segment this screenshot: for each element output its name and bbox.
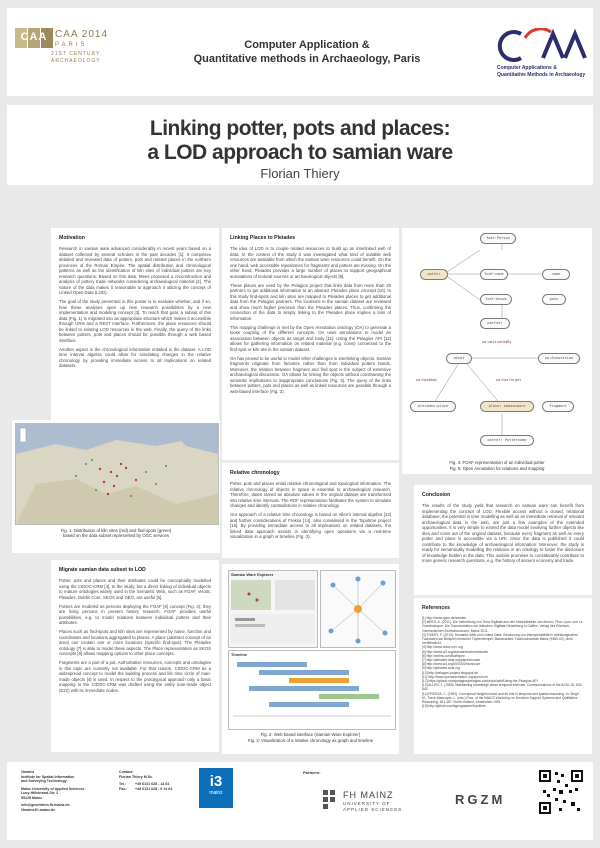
chrono-heading: Relative chronology (230, 470, 280, 476)
linking-p4: OA has proved to be useful to model other challenges in interlinking objects. Samian fragments originate from factories rather than from individual potters hands. Moreover, the relation between fragment and find spot is the subject of extensive archaeological discussion. OA allows for linking the objects without constraining the semantic implications to inappropriate conclusions (Fig. 5). The query of the links between potters, pots and places as well as linked resources are possible through a web-based interface (Fig. 2). (230, 355, 391, 394)
i3-logo-sub: mainz (209, 790, 223, 796)
qr-code[interactable] (539, 770, 583, 814)
fig1-panel (12, 420, 220, 553)
migrate-heading: Migrate samian data subset to LOD (59, 567, 146, 573)
references-heading: References (422, 605, 450, 611)
chrono-body (230, 481, 391, 540)
timeline-screenshot (228, 650, 396, 730)
reference-item: [8] http://www.w3.org/2004/02/skos/core (422, 662, 481, 667)
author-name: Florian Thiery (260, 166, 340, 181)
caa-logo-arcs-icon (491, 28, 587, 64)
fax-label: Fax.: (119, 786, 128, 791)
node-annot: annot (446, 353, 472, 364)
conclusion-panel (414, 485, 592, 595)
motivation-heading: Motivation (59, 235, 85, 241)
rgzm-logo: RGZM (455, 792, 506, 807)
linking-panel (222, 228, 399, 460)
fh-mainz-logo (323, 790, 433, 820)
migrate-p2: Potters are modeled as persons deploying the FOAF [6] concept (Fig. 4); they are living persons in present history research. FOAF provides useful possibilities, e.g. to model relations between individual potters and their attributes. (59, 603, 211, 625)
migrate-body (59, 578, 211, 693)
fig1-caption2: based on the data subset represented by OGC services (62, 533, 170, 539)
reference-item: [11] http://www.openannotation.org/spec/core (422, 674, 488, 679)
reference-item: [12] https://github.com/pelagios/pelagios-cookbook/wiki/Using-the-Pelagios-API (422, 679, 538, 684)
node-name: name (542, 269, 570, 280)
reference-item: [13] ALLEN, J. (1983): Maintaining knowledge about temporal intervals. Communications of the ACM, 26, 832-843. (422, 683, 583, 692)
reference-item: [1] http://www.rgzm.de/samian (422, 616, 467, 620)
header-panel (7, 8, 593, 96)
reference-item: [3] THIERY, F. (2013): Semantic Web und Linked Data: Gewinnung von Interoperabilität in archäologischen Fachdaten am Beispiel römischer Töpferstempel. Masterarbeit, Fachhochschule Mainz (KMD-02), nicht veröffentlicht. (422, 632, 578, 646)
conference-name (187, 38, 427, 66)
references-list (422, 616, 584, 708)
footer-line: and Surveying Technology (21, 779, 67, 783)
node-place-samian: place: samianware (480, 401, 534, 412)
qr-code-icon (539, 770, 583, 814)
linking-p1: The idea of LOD is to couple related resources to build up an interlinked web of data. In the context of the study it was investigated what kind of suitable web resources are available from which the samian ware resources could benefit. On the one hand, web accessible repositories for fragments and potters are missing. On the other hand, Pleiades provides a large number of places to support geographical annotations of textural sources or archaeological objects [9]. (230, 246, 391, 279)
linking-body (230, 246, 391, 394)
motivation-p2: The goal of the study presented in this poster is to evaluate whether, and if so, how these analyses open up new research possibilities by a new implementation and modeling concept [3]. To reach that goal, a subset of this data (Fig. 1) is migrated into an appropriate structure which makes it accessible through URIs and a REST interface. Furthermore, the place resources should be linked to existing LOD resources in the web. Finally, the query of the links between potters, pots and places should be possible through a web based interface. (59, 299, 211, 343)
footer-address (21, 770, 121, 812)
fig4-caption: Fig. 4: FOAF representation of an individual potter (449, 460, 545, 465)
reference-item: [15] http://github.com/kgeographer/topotime (422, 704, 486, 709)
reference-item: [4] http://www.cidoc-crm.org (422, 645, 463, 650)
contact-label: Contact: (119, 770, 134, 774)
migrate-p3: Places such as find-spots and kiln sites are represented by name, function and coordinates and locations aggregated to places. A place (abstract concept of an area) can contain one or more locations (specific find-spot). The Pleiades ontology [7] is able to model these aspects. The Place representation as SKOS concepts [8] allows mapping options to other place concepts. (59, 629, 211, 656)
distribution-map (15, 423, 219, 525)
conference-line2: Quantitative methods in Archaeology, Paris (193, 53, 421, 65)
logo-city: PARIS (55, 42, 88, 48)
fig23-panel (222, 564, 399, 754)
tel-value: +49 6131 628 - 14 64 (135, 782, 170, 786)
footer-website[interactable]: i3mainz.fh-mainz.de (21, 807, 56, 812)
samian-explorer-screenshot (228, 570, 318, 648)
caa-sub2: Quantitative Methods in Archaeology (497, 72, 586, 78)
fig2-caption: Fig. 2: Web based interface (Samian Ware Explorer) (260, 732, 361, 737)
migrate-panel (51, 560, 219, 752)
conclusion-heading: Conclusion (422, 492, 451, 498)
node-place-pleiades: pleiades:place (410, 401, 456, 412)
footer-panel (7, 762, 593, 840)
map-canvas (16, 424, 218, 524)
fh-line1: FH MAINZ (343, 790, 394, 800)
timeline-title: Timeline (231, 652, 248, 657)
chrono-p1: Potter, pots and places entail relative chronological and topological information. The relative chronology of objects in space is essential to archaeological research. Therefore, dates stored as absolute values in the original dataset are transformed into relative time intervals. The RDF representation facilitates the system to simulate changes and identify contradictions in relative chronology. (230, 481, 391, 508)
fh-line3: APPLIED SCIENCES (343, 807, 403, 812)
node-foaf-person: foaf:Person (480, 233, 516, 244)
motivation-panel (51, 228, 219, 420)
relation-graph-icon (321, 571, 395, 647)
reference-item: [6] http://xmlns.com/foaf/spec (422, 653, 465, 658)
fig45-panel (402, 228, 592, 474)
node-fragment: fragment (542, 401, 574, 412)
chrono-panel (222, 463, 399, 558)
fig5-caption: Fig. 5: Open Annotation for relations and mapping (449, 466, 545, 471)
poster-title-line2: a LOD approach to samian ware (147, 141, 453, 164)
motivation-p1: Research in samian ware advanced considerably in recent years based on a dataset collected by several scholars in the past decades [1]. It comprises detailed and reviewed data of potters, pots and related places in the northern provinces of the Roman Empire. The spatial distribution and chronological patterns as well as the identification of kiln sites of individual potters are key research questions. Based on this data, Mees proposed a reconstruction and analysis of pottery trade networks considering archaeological material [2]. The nature of the data makes it reasonable to approach it utilizing the concept of Linked Open Data (LOD). (59, 246, 211, 295)
node-foaf-name: foaf:name (480, 269, 508, 280)
poster-title-line1: Linking potter, pots and places: (149, 117, 451, 140)
footer-line: Mainz University of Applied Sciences (21, 786, 85, 791)
logo-caa-letters: CAA (20, 31, 48, 43)
reference-item: [5] http://www.w3.org/standards/semanticweb (422, 649, 489, 654)
caa-logo (491, 28, 587, 82)
fh-line2: UNIVERSITY OF (343, 801, 391, 806)
migrate-p1: Potter, pots and places and their attributes could be conceptually modelled using the CIDOC-CRM [4]. In the study, but a direct linking of individual objects to mature ontologies widely used in the Semantic Web, such as FOAF, vHotS, Pleiades, Dublin Core, SKOS and GEO, are useful [5]. (59, 578, 211, 600)
reference-item: [10] http://pelagios-project.blogspot.de (422, 670, 478, 675)
explorer-map-icon (229, 578, 317, 646)
footer-line: Lucy-Hillebrand-Str. 2 (21, 791, 59, 795)
linking-p2: These places are used by the Pelagios project that links data from more than 20 partners to get additional information to an abstract Pleiades place concept [10]. In this study find-spots and kiln sites are mapped to Pleiades places to get additional data from the Pelagios partners. The locations in the samian dataset are reviewed and show much higher precision than the Pleiades places. Thus, confirming the connection of the data to simply linking to the Pleiades place implies a loss of information. (230, 282, 391, 321)
fh-mainz-grid-icon (323, 790, 341, 810)
linking-heading: Linking Places to Pleiades (230, 235, 296, 241)
logo-sub2: ARCHAEOLOGY (51, 58, 101, 64)
node-pots: pots (542, 294, 566, 305)
motivation-p3: Another aspect is the chronological information entailed in the dataset. A LOD time interval algebra could allow for simulating changes in the relative chronology by providing immediate access to all implications on related datasets. (59, 346, 211, 368)
logo-blocks-icon (15, 28, 53, 48)
contact-name: Florian Thiery M.Sc. (119, 774, 154, 779)
label-body: oa:hasBody (416, 378, 438, 382)
linking-p3: This mapping challenge is met by the Open Annotation ontology (OA) to generate a loose coupling of the different concepts. OA uses annotations to model an association between objects as target and body [11]. Using the Pelagios API [12] allows for gathering information on related material (e.g. coins) connected to the find-spot or kiln site in the samian dataset. (230, 324, 391, 352)
fax-value: +49 6131 628 - 9 14 64 (135, 786, 173, 791)
label-motivation: oa:motivatedBy (482, 340, 512, 344)
explorer-title: Samian Ware Explorer (231, 572, 274, 577)
node-potter-name: potter: Pottername (480, 435, 534, 446)
timeline-chart-icon (229, 658, 395, 728)
i3mainz-logo (199, 768, 233, 808)
chrono-p2: Our approach of a relative time chronology is based on Allen's interval algebra [13] and further considerations of Freksa [14], also considered in the Topotime project [15]. By providing immediate access to all implications on related datasets, the linked data approach assists in identifying open questions via a real-time visualization in a graph or timeline (Fig. 3). (230, 512, 391, 539)
title-panel (7, 105, 593, 185)
footer-line: Institute for Spatial Information (21, 774, 75, 779)
i3-logo-text: i3 (209, 773, 223, 790)
reference-item: [2] MEES, A. (2011): Die Verbreitung von Terra Sigillata aus den Manufakturen von Arezzo, Pisa, Lyon, und La Graufesenque: Die Transformation der italischen Sigillata-Herstellung in Gallien. Verlag des Römisch-Germanischen Zentralmuseums, Mainz 2011. (422, 620, 583, 633)
node-oa-annotation: oa:Annotation (538, 353, 580, 364)
conference-line1: Computer Application & (244, 39, 370, 51)
tel-label: Tel.: (119, 782, 127, 786)
footer-line: 55128 Mainz (21, 795, 42, 800)
conclusion-p1: The results of the study yield that research on samian ware can benefit from implementing the concept of LOD. Flexible access without a closed, relational database, the potential in time modelling as well as an immediate retrieval of relevant archaeological data in the web, are just a few examples of the extended opportunities. It is very simple to extend the data model involving further objects like dies and coins out of the original dataset, because every fragment as well as every potter and place is accessible via a URI. Once the data is published it could contribute to the knowledge of archaeological information. Moreover, the study is ready for semantically modelling the relations in an ontology to foster the disclosure of knowledge hidden in the data. This outlook promises to considerably contribute to more generic research questions, e.g. the history of ancient economy and trade. (422, 503, 584, 563)
graph-screenshot (320, 570, 396, 648)
logo-year: CAA 2014 (55, 29, 109, 40)
fig1-caption1: Fig. 1: Distribution of kiln sites (red) and find-spots (green) (60, 528, 172, 533)
caa2014-logo (15, 28, 109, 80)
node-partner: partner (480, 318, 510, 329)
references-panel (414, 598, 592, 754)
reference-item: [7] http://pleiades.stoa.org/places/vocab (422, 658, 481, 663)
footer-email[interactable]: info@geoinform.fh-mainz.de (21, 803, 70, 807)
caa-sub1: Computer Applications & (497, 65, 557, 71)
label-target: oa:hasTarget (496, 378, 522, 382)
footer-line: i3mainz (21, 770, 35, 774)
partners-label: Partners: (303, 770, 321, 775)
node-foaf-knows: foaf:knows (480, 294, 512, 305)
conclusion-body (422, 503, 584, 564)
reference-item: [14] FREKSA, C. (1992): Conceptual Neighborhood and its role in temporal and spatial reasoning. In: Singh M., Travé-Massuyès, L. (eds.) Proc. of the IMACS Workshop on Decision Support Systems and Qualitative Reasoning, 181-187. North-Holland, Amsterdam 1991. (422, 691, 579, 705)
node-potter: potter (420, 269, 448, 280)
migrate-p4: Fragments are a part of a pot. Authoritative resources, concepts and ontologies in this topic are currently not available. For that reason, CIDOC-CRM as a widespread concept to model the building process and life time circle of man-made objects [4] is used. In respect to the prototypical approach only a basic mapping to the CIDOC-CRM was drafted using the entity man-made object (E22) with its immediate nodes. (59, 660, 211, 693)
logo-sub1: 21ST CENTURY (51, 51, 101, 57)
reference-item: [9] http://pleiades.stoa.org (422, 666, 460, 671)
fig3-caption: Fig. 3: Visualization of a relative chronology as graph and timeline (247, 738, 374, 743)
motivation-body (59, 246, 211, 369)
